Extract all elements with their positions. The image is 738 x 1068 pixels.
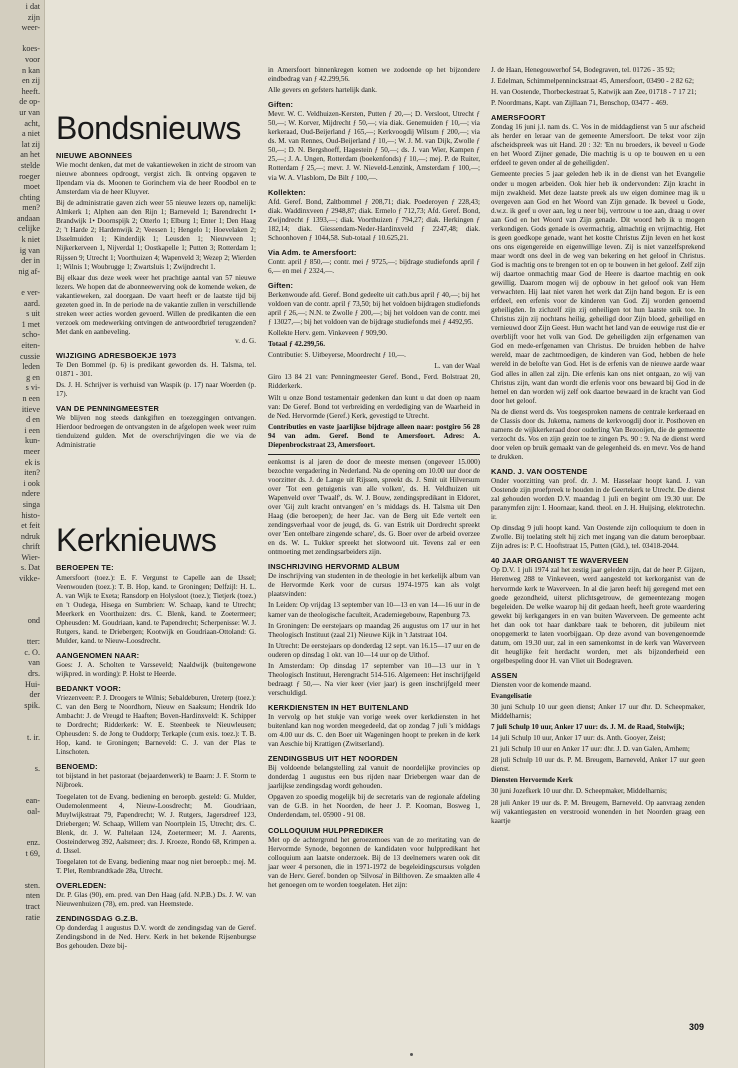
spine-line: n een	[22, 393, 40, 403]
spine-line: roeger	[19, 171, 40, 181]
print-dot	[410, 1053, 413, 1056]
spine-line: ndruk	[20, 531, 40, 541]
spine-line: acht,	[24, 118, 40, 128]
spine-line: en zij	[22, 76, 40, 86]
paragraph: Alle gevers en gefsters hartelijk dank.	[268, 86, 377, 95]
spine-line	[0, 711, 44, 722]
spine-line: k niet	[21, 235, 40, 245]
spine-line: e ver-	[21, 288, 40, 298]
section-heading: ZENDINGSBUS UIT HET NOORDEN	[268, 754, 398, 764]
paragraph: We blijven nog steeds dankgiften en toezeggingen ontvangen. Hierdoor bedroegen de ontvangsten in de afgelopen week weer ruim tienduizend gulden. Met de overschrijvingen die we via de Administratie	[56, 414, 256, 450]
paragraph: Goes: J. A. Scholten te Varsseveld; Naaldwijk (buitengewone wijkpred. in wording): P. Holst te Heerde.	[56, 660, 256, 678]
spine-line: zijn	[27, 12, 40, 22]
section-heading: BENOEMD:	[56, 762, 98, 772]
page-number: 309	[688, 1022, 704, 1032]
paragraph: Te Den Bommel (p. 6) is predikant geworden ds. H. Talsma, tel. 01871 - 301.	[56, 361, 256, 379]
spine-line: scho-	[22, 330, 40, 340]
section-heading: ASSEN	[491, 670, 518, 680]
spine-line	[0, 754, 44, 765]
paragraph: In Utrecht: De eerstejaars op donderdag 12 sept. van 16.15—17 uur en de ouderen op dinsdag 1 okt. van 10—14 uur op de Uithof.	[268, 641, 480, 659]
spine-line: meer	[23, 446, 40, 456]
spine-line: d en	[26, 415, 40, 425]
section-heading: 40 JAAR ORGANIST TE WAVERVEEN	[491, 556, 629, 566]
paragraph: Amersfoort (toez.): E. F. Vergunst te Capelle aan de IJssel; Veenwouden (toez.): T. B. Hop, kand. te Groningen; Delfzijl: H. L. A. van Wijk te Exeta; Ransdorp en Holysloot (toez.); Tietjerk (toez.) en 't Oudega, Hisega en Sumbrien: W. Schaap, kand te Utrecht; Meerkerk en Voorthuizen: drs. C. Blenk, kand. te Zoetermeer; Opheusden: M. Goudriaan, kand. te Papendrecht; Scherpenisse: W. J. Rutgers, kand. te Driebergen; Kootwijk en Goudriaan-Ottoland: G. Mulder, kand. te Nieuw-Loosdrecht.	[56, 573, 256, 645]
paragraph: Toegelaten tot de Evang. bediening en beroepb. gesteld: G. Mulder, Oudemolenmeent 4, Nieuw-Loosdrecht; M. Goudriaan, Muylwijkstraat 79, Papendrecht; W. J. Rutgers, Jagersdreef 123, Driebergen; W. Schaap, Willem van Noortplein 15, Utrecht; drs. C. Blenk, dr. J. W. Paltelaan 124, Zoetermeer; M. J. Aarents, Oosteinderweg 392, Aalsmeer; drs. J. Kroeze, Rondo 68, Krimpen a. d. IJssel.	[56, 792, 256, 855]
column-middle	[268, 66, 480, 892]
paragraph: In vervolg op het stukje van vorige week over kerkdiensten in het buitenland kan nog worden meegedeeld, dat op zondag 7 juli 's middags om 4.00 uur ds. C. den Boer uit Wageningen hoopt te preken in de kerk van Aeschie bij Krattigen (Zwitserland).	[268, 713, 480, 749]
spine-line: ur van	[19, 107, 40, 117]
paragraph: Wilt u onze Bond testamentair gedenken dan kunt u dat doen op naam van: De Geref. Bond tot verbreiding en verdediging van de Waarheid in de Ned. Hervormde (Geref.) Kerk, gevestigd te Utrecht.	[268, 393, 480, 420]
spine-line: weer-	[21, 23, 40, 33]
spine-line: n kan	[22, 65, 40, 75]
section-heading: AMERSFOORT	[491, 113, 546, 123]
paragraph: Giro 13 84 21 van: Penningmeester Geref. Bond., Ferd. Bolstraat 20, Ridderkerk.	[268, 373, 480, 391]
paragraph: Op dinsdag 9 juli hoopt kand. Van Oostende zijn colloquium te doen in Zwolle. Bij toelating stelt hij zich met ingang van die datum beroepbaar. Zijn adres is: P. C. Hooftstraat 15, Putten (Gld.), tel. 03418-2044.	[491, 524, 705, 551]
paragraph: In Amsterdam: Op dinsdag 17 september van 10—13 uur in 't Theologisch Instituut, Herengracht 514-516. Algemeen: Het inschrijfgeld bedraagt ƒ 50,—. Na vier keer (vier jaar) is geen inschrijfgeld meer verschuldigd.	[268, 661, 480, 697]
paragraph: tot bijstand in het pastoraat (bejaardenwerk) te Baarn: J. F. Storm te Nijbroek.	[56, 772, 256, 790]
spine-line: stelde	[20, 160, 40, 170]
section-heading: NIEUWE ABONNEES	[56, 151, 133, 160]
paragraph: De inschrijving van studenten in de theologie in het kerkelijk album van de Hervormde Kerk voor de cursus 1974-1975 kan als volgt plaatsvinden:	[268, 572, 480, 599]
paragraph: 7 juli Schulp 10 uur, Anker 17 uur: ds. J. M. de Raad, Stolwijk;	[491, 723, 685, 732]
paragraph: Op D.V. 1 juli 1974 zal het zestig jaar geleden zijn, dat de heer P. Gijzen, Herenweg 288 te Vinkeveen, werd aangesteld tot kerkorganist van de hervormde kerk te Waverveen. In al die jaren heeft hij geregend met een goede gezondheid, uiterst plichtsgetrouw, de gemeentezang mogen begeleiden. De welke waarop hij dit gedaan heeft, heeft grote waardering gewekt bij kerkgangers in en van buiten Waverveen. De gemeente acht het dan ook tot haar dankbare taak te behoren, dit jubileum niet onopgemerkt te laten voorbijgaan. Op deze avond van bovengenoemde datum, om 19.30 uur, zal in een samenkomst in de kerk van Waverveen dit heuglijke feit herdacht worden, met als bijzonderheid een orgelbespeling door H. van Vliet uit Bodegraven.	[491, 566, 705, 665]
paragraph: Met op de achtergrond het geroezemoes van de zo meritating van de Hervormde Synode, begonnen de kandidaten voor hulppredikant het colloquium aan laatste onderzoek. Bij de 13 deelnemers waren ook dit jaar weer 4 personen, die in 1971-1972 de begeleidingscursus volgden van de Herv. Geref. bonden op 'Silvosa' in Bilthoven. Ze smaakten alle 4 het genoegen om te worden toegelaten. Het zijn:	[268, 835, 480, 889]
spine-line: kun-	[24, 436, 40, 446]
paragraph: Contr. april ƒ 850,—; contr. mei ƒ 9725,—; bijdrage studiefonds april ƒ 6,— en mei ƒ 2324,—.	[268, 257, 480, 275]
spine-line: Hui-	[24, 679, 40, 689]
section-heading: OVERLEDEN:	[56, 880, 107, 890]
divider-rule	[268, 454, 480, 455]
signature: v. d. G.	[235, 336, 256, 345]
spine-line: spik.	[24, 700, 40, 710]
paragraph: 21 juli Schulp 10 uur en Anker 17 uur: dhr. J. D. van Galen, Arnhem;	[491, 745, 690, 754]
section-heading: BEDANKT VOOR:	[56, 684, 122, 694]
spine-line: g en	[26, 372, 40, 382]
spine-line: ean-	[25, 796, 40, 806]
paragraph	[56, 274, 256, 346]
spine-line: drs.	[27, 668, 40, 678]
spine-line	[0, 722, 44, 733]
section-heading: COLLOQUIUM HULPPREDIKER	[268, 825, 384, 835]
paragraph: Kollekte Herv. gem. Vinkeveen ƒ 909,90.	[268, 329, 388, 338]
spine-line: i dat	[25, 2, 40, 11]
spine-line: a niet	[22, 129, 40, 139]
paragraph: P. Noordmans, Kapt. van Zijllaan 71, Benschop, 03477 - 469.	[491, 99, 669, 108]
paragraph: Onder voorzitting van prof. dr. J. M. Hasselaar hoopt kand. J. van Oostende zijn proefpreek te houden in de Geertekerk te Utrecht. De dienst zal gehouden worden D.V. maandag 1 juli en begint om 19.30 uur. De paranymfen zijn: I. Hoornaar, kand. theol. en J. H. Huijsing, elektrotechn. ir.	[491, 477, 705, 522]
paragraph: In Leiden: Op vrijdag 13 september van 10—13 en van 14—16 uur in de kamer van de theologische faculteit, Academiegebouw, Rapenburg 73.	[268, 601, 480, 619]
paragraph: Ds. J. H. Schrijver is verhuisd van Waspik (p. 17) naar Woerden (p. 17).	[56, 381, 256, 399]
spine-line: eiten-	[21, 341, 40, 350]
spine-line	[0, 34, 44, 45]
adjacent-page-edge	[0, 0, 45, 1068]
spine-line: tter:	[26, 637, 40, 647]
spine-line: leden	[22, 362, 40, 372]
spine-line: men?	[22, 203, 40, 213]
section-heading: Via Adm. te Amersfoort:	[268, 247, 357, 257]
column-right	[491, 66, 705, 828]
paragraph: Berkenwoude afd. Geref. Bond gedeelte uit cath.bus april ƒ 40,—; bij het voldoen van de contr. april ƒ 73,50; bij het voldoen bijdragen studiefonds april ƒ 26,—; N.N. te Zwolle ƒ 200,—; bij het voldoen van de contr. mei ƒ 13027,—; bij het voldoen van de bijdrage studiefonds mei ƒ 4492,95.	[268, 291, 480, 327]
spine-line: heeft.	[21, 86, 40, 96]
spine-line: s.	[34, 764, 40, 774]
spine-line: tract	[25, 902, 40, 912]
paragraph: Bij voldoende belangstelling zal vanuit de noordelijke provincies op donderdag 1 augustus een bus rijden naar Driebergen waar dan de jaarlijkse zendingsdag wordt gehouden.	[268, 764, 480, 791]
paragraph: eenkomst is al jaren de door de meeste mensen (ongeveer 15.000) bezochte vergadering in Nederland. Na de opening om 10.00 uur door de voorzitter ds. J. de Lange uit Rijssen, spreekt ds. J. Smit uit Hilversum over 'Tot een getuigenis van alle volken', ds. H. Veldhuizen uit Wapenveld over 'Twaalf', ds. W. J. Bouw, zendingspredikant in Eldoret, over 'Gij zult kracht ontvangen' en 's middags ds. H. Talsma uit Den Haag (die beroepen); de heer Jac. van de Berg uit Ede vertelt een zendingsverhaal voor de jeugd, ds. G. van Estrik uit Dordrecht spreekt over 'Een ontelbare zingende schare', ds. G. Boer over de arbeid overzee en ds. W. L. Tukker spreekt het slotwoord uit. Tevens zal er een ontmoeting met zendingsarbeiders zijn.	[268, 457, 480, 557]
paragraph: in Amersfoort binnenkregen komen we zodoende op het bijzondere eindbedrag van ƒ 42.299,56.	[268, 66, 480, 84]
spine-line	[0, 786, 44, 797]
spine-top-text	[0, 2, 44, 585]
section-heading: KERKDIENSTEN IN HET BUITENLAND	[268, 702, 409, 712]
spine-line	[0, 743, 44, 754]
paragraph: Na de dienst werd ds. Vos toegesproken namens de centrale kerkeraad en de Classis door ds. Jukema, namens de kerkvoogdij door ir. Posthoven en namens de wijkkerkeraad door ouderling Van Bezooijen, die de gemeente verzocht ds. Vos en zijn gezin toe te zingen Ps. 90 : 9. Na de dienst werd door velen op bruik gemaakt van de gelegenheid ds. en mevr. Vos de hand te drukken.	[491, 407, 705, 461]
spine-line: s uit	[26, 309, 40, 319]
paragraph: 28 juli Schulp 10 uur ds. P. M. Breugem, Barneveld, Anker 17 uur geen dienst.	[491, 756, 705, 774]
spine-line: singa	[22, 499, 40, 509]
column-left	[56, 66, 256, 953]
spine-line: oal-	[27, 806, 40, 816]
spine-line	[0, 277, 44, 288]
spine-line: an het	[20, 150, 40, 160]
paragraph: Zondag 16 juni j.l. nam ds. C. Vos in de middagdienst van 5 uur afscheid als herder en leraar van de gemeente Amersfoort. De tekst voor zijn afscheidspreek was uit Hand. 20 : 32: 'En nu broeders, ik beveel u Gode en het Woord Zijner genade, Die machtig is u op te bouwen en u een erfdeel te geven onder al de geheiligden'.	[491, 123, 705, 168]
spine-line: aard.	[23, 298, 40, 308]
paragraph: 30 juni Jozefkerk 10 uur dhr. D. Scheepmaker, Middelharnis;	[491, 787, 667, 796]
spine-line: ratie	[25, 912, 40, 922]
spine-line: chrift	[22, 542, 40, 552]
spine-line: celijke	[18, 224, 40, 234]
spine-line: der	[29, 690, 40, 700]
paragraph: Wie mocht denken, dat met de vakantieweken in zicht de stroom van nieuwe abonnees opdroogt, vergist zich. Ik ontving opgaven te Ilpendam via ds. Moonen te Gorinchem via de heer Roodbol en te Amsterdam via de heer Kluyver.	[56, 161, 256, 197]
spine-line: et feit	[21, 521, 40, 531]
paragraph: Diensten voor de komende maand.	[491, 681, 591, 689]
spine-line: 1 met	[21, 319, 40, 329]
spine-line	[0, 775, 44, 786]
section-heading: AANGENOMEN NAAR:	[56, 650, 140, 660]
spine-line: sten.	[24, 880, 40, 890]
paragraph: J. Edelman, Schimmelpenninckstraat 45, Amersfoort, 03490 - 2 82 62;	[491, 77, 695, 86]
spine-line: ig van	[19, 245, 40, 255]
spine-line: vikke-	[19, 574, 40, 584]
kerknieuws-title: Kerknieuws	[56, 522, 217, 559]
spine-line: itieve	[21, 404, 40, 414]
total-line: Totaal ƒ 42.299,56.	[268, 340, 326, 349]
paragraph: 14 juli Schulp 10 uur, Anker 17 uur: ds. Anth. Gooyer, Zeist;	[491, 734, 666, 743]
bondsnieuws-title: Bondsnieuws	[56, 110, 241, 146]
spine-line: t. ir.	[27, 732, 40, 742]
spine-line: i een	[24, 425, 40, 435]
paragraph: H. van Oostende, Thorbeckestraat 5, Katwijk aan Zee, 01718 - 7 17 21;	[491, 88, 697, 97]
paragraph: In Groningen: De eerstejaars op maandag 26 augustus om 17 uur in het Theologisch Instituut (zaal 21) Nieuwe Kijk in 't Jatstraat 104.	[268, 621, 480, 639]
spine-line	[0, 627, 44, 638]
spine-line: nten	[25, 891, 40, 901]
spine-line	[0, 870, 44, 881]
section-heading: KAND. J. VAN OOSTENDE	[491, 466, 588, 476]
spine-line: Wier-	[21, 552, 40, 562]
spine-line: ek is	[24, 457, 40, 467]
paragraph: Bij de administratie gaven zich weer 55 nieuwe lezers op, namelijk: Almkerk 1; Alphen aan den Rijn 1; Barneveld 1; Barendrecht 1• Brandwijk 1• Doornspijk 2; Otterlo 1; Elburg 1; Enter 1; Den Haag 2; 't Harde 2; Hardenwijk 2; Veessen 1; Hengelo 1; Hoevelaken 2; IJsselmuiden 1; Kinderdijk 1; Leusden 1; Nieuwveen 1; Nijkerkerveen 1, Nijverdal 1; Oostkapelle 1; Putten 3; Rotterdam 1; Rijssen 9; Utrecht 1; Voorthuizen 4; Wapenveld 3; Wezep 2; Wierden 1; Wilnis 1; Woubrugge 1; Zwartsluis 1; Zwijndrecht 1.	[56, 199, 256, 271]
spine-line: i ook	[23, 478, 40, 488]
paragraph: Vriezenveen: P. J. Droogers te Wilnis; Sebaldeburen, Ureterp (toez.): C. van den Berg te Noordhorn, Nieuw en Saaksum; Hendrik Ido Ambacht: J. de Vreugd te Haaften; Boven-Hardinxveld: K. Schipper te Dordrecht; Ridderkerk: W. E. Steenbeek te Nieuwleusen; Opheusden: S. de Jong te Ouddorp; Terkaple (cum exis. toez.): T. B. Hop, kand. te Groningen; Barneveld: C. J. van der Plas te Linschoten.	[56, 694, 256, 757]
paragraph-text: Bij elkaar dus deze week weer het prachtige aantal van 57 nieuwe lezers. We hopen dat de abonneewerving ook de komende weken, de vakantieweken, zal doorgaan. De vaart heeft er de laatste tijd bij gezeten goed in. In de periode na de vakantie zullen in verschillende streken weer acties worden gevoerd. Willen de predikanten die een verzoek om medewerking ontvingen de antwoordbrief terugzenden? Met dank en aanbeveling.	[56, 273, 256, 336]
section-heading: WIJZIGING ADRESBOEKJE 1973	[56, 350, 177, 360]
paragraph: Op donderdag 1 augustus D.V. wordt de zendingsdag van de Geref. Zendingsbond in de Ned. Herv. Kerk in het bekende Rijsenburgse Bos gehouden. Deze bij-	[56, 924, 256, 951]
section-heading: Giften:	[268, 100, 294, 110]
spine-line: chting	[19, 192, 40, 202]
spine-line: koes-	[22, 44, 40, 54]
spine-line: s vi-	[25, 383, 40, 393]
sub-heading: Diensten Hervormde Kerk	[491, 776, 573, 785]
spine-line: nig af-	[18, 266, 40, 276]
section-heading: VAN DE PENNINGMEESTER	[56, 404, 160, 414]
spine-line: de op-	[19, 97, 40, 107]
paragraph: Contributies en vaste jaarlijkse bijdrage alleen naar: postgiro 56 28 94 van adm. Geref. Bond te Amersfoort. Adres: A. Diepenbrockstraat 23, Amersfoort.	[268, 422, 480, 449]
spine-line: ndere	[21, 489, 40, 499]
spine-line	[0, 860, 44, 871]
spine-line	[0, 828, 44, 839]
paragraph: Dr. P. Glas (90), em. pred. van Den Haag (afd. N.P.B.) Ds. J. W. van Nieuwenhuizen (78), em. pred. van Heemstede.	[56, 891, 256, 909]
section-heading: INSCHRIJVING HERVORMD ALBUM	[268, 562, 400, 572]
spine-line: enz.	[26, 838, 40, 848]
paragraph: 28 juli Anker 19 uur ds. P. M. Breugem, Barneveld. Op aanvraag zenden wij vakantiegasten en verstrooid wonenden in het Noorden graag een kaartje	[491, 798, 705, 825]
spine-line: ond	[27, 616, 40, 625]
section-heading: ZENDINGSDAG G.Z.B.	[56, 914, 139, 924]
spine-line	[0, 817, 44, 828]
spine-line: van	[28, 658, 40, 668]
spine-line: iten?	[24, 468, 40, 478]
section-heading: Kollekten:	[268, 187, 306, 197]
section-heading: BEROEPEN TE:	[56, 563, 114, 573]
paragraph: Contributie: S. Uitbeyerse, Moordrecht ƒ 10,—.	[268, 351, 406, 360]
spine-line: lat zij	[21, 139, 40, 149]
paragraph: J. de Haan, Henegouwerhof 54, Bodegraven, tel. 01726 - 35 92;	[491, 66, 675, 74]
spine-line: moet	[23, 182, 40, 192]
paragraph: 30 juni Schulp 10 uur geen dienst; Anker 17 uur dhr. D. Scheepmaker, Middelharnis;	[491, 703, 705, 721]
sub-heading: Evangelisatie	[491, 692, 532, 701]
spine-line: voor	[24, 54, 40, 64]
paragraph: Opgaven zo spoedig mogelijk bij de secretaris van de regionale afdeling van de G.B. in het Noorden, de heer J. P. Kooman, Bosweg 1, Onderdendam, tel. 05900 - 91 08.	[268, 793, 480, 820]
paragraph: Gemeente precies 5 jaar geleden heb ik in de dienst van het Evangelie onder u mogen arbeiden. Ook hier heb ik ondervonden: Zijn kracht in mijn zwakheid. Met deze laatste preek als uw eigen dominee mag ik u overgeven aan God en het Woord van Zijn genade. Ik beveel u Gode, d.w.z. ik geef u over aan, leg u neer bij, vertrouw u toe aan, draag u over aan God en het Woord van Zijn genade. Dit woord heb ik u mogen verkondigen. Gods genade is overmachtig, almachtig en vrijmachtig. Het is geen goedkope genade, want het kostte Christus Zijn leven en het kost ons ons eigengereide en eigenwillige leven. Zij is niet vanzelfsprekend maar wordt ons deel in de weg van bekering en het geloof in Christus. God is machtig ons te brengen tot en op te bouwen in het geloof. Zelf zijn wij daartoe onmachtig maar God de Heere is daartoe machtig en ook gewillig. Daarom mogen wij de opbouw in het geloof ook van Hem verwachten. Hij laat niet varen het werk dat Zijn hand begon. Er is een erfdeel, een erfenis voor de kinderen van God. Zij worden genoemd geheiligden. In zichzelf zijn zij onheiligen tot hun laatste snik toe. In Christus zijn zij nochtans heilig, geheiligd door Zijn bloed, geheiligd en vernieuwd door Zijn Geest. Hun wacht het land van de eeuwige rust die er overblijft voor het volk van God. De geheiligden zijn erfgenamen van God en mede-erfgenamen van Christus. De bruiden hebben de halve wereld, maar de zachtmoedigen, de kinderen van God, hebben de hele wereld in de belofte van God. Het is de erfenis van de nieuwe aarde waar God alles in allen zal zijn. Die erfenis kan ons niet ontgaan, zo wij van Christus zijn, want dan wordt die erfenis voor ons bewaard bij God in de hemel en dan worden wij zelf ook daartoe bewaard in de kracht van God door het geloof.	[491, 170, 705, 405]
spine-line: der in	[21, 256, 40, 266]
section-heading: Giften:	[268, 280, 294, 290]
spine-bottom-text	[0, 616, 44, 923]
signature: L. van der Waal	[434, 362, 480, 371]
spine-line: s. Dat	[20, 563, 40, 573]
paragraph: Afd. Geref. Bond, Zaltbommel ƒ 208,71; diak. Poederoyen ƒ 228,43; diak. Waddinxveen ƒ 2948,87; diak. Ermelo ƒ 712,73; Afd. Geref. Bond, Zwijndrecht ƒ 1393,—; diak. Voorthuizen ƒ 794,27; diak. Herkingen ƒ 182,14; diak. Giessendam-Neder-Hardinxveld ƒ 2247,48; diak. Schoonhoven ƒ 1044,58. Sub-totaal ƒ 10.625,21.	[268, 197, 480, 242]
paragraph: Mevr. W. C. Veldhuizen-Kersten, Putten ƒ 20,—; D. Versloot, Utrecht ƒ 50,—; W. Korver, Mijdrecht ƒ 50,—; via diak. Genemuiden ƒ 10,—; via kerkeraad, Oud-Beijerland ƒ 165,—; Kerkvoogdij Wilsum ƒ 200,—; via ds. M. van Rennes, Oud-Beijerland ƒ 10,—; W. J. M. van Dijk, Zwolle ƒ 50,—; D. N. Bergshoeff, Hagestein ƒ 50,—; ds. J. van Wier, Kampen ƒ 25,—; J. A. Ungen, Rotterdam (boekenfonds) ƒ 10,—; mej. P. de Ruiter, Rotterdam ƒ 25,—; mevr. J. W. Nieveld-Lenzink, Amsterdam ƒ 100,—; via W. A. Vlasblom, De Bilt ƒ 100,—.	[268, 110, 480, 182]
spine-line: andaan	[16, 213, 40, 223]
spine-line: histo-	[21, 510, 40, 520]
spine-line: cussie	[19, 351, 40, 361]
spine-line: t 69,	[25, 849, 40, 859]
paragraph: Toegelaten tot de Evang. bediening maar nog niet beroepb.: mej. M. T. Plet, Rembrandtkade 28a, Utrecht.	[56, 857, 256, 875]
spine-line: c. O.	[24, 647, 40, 657]
